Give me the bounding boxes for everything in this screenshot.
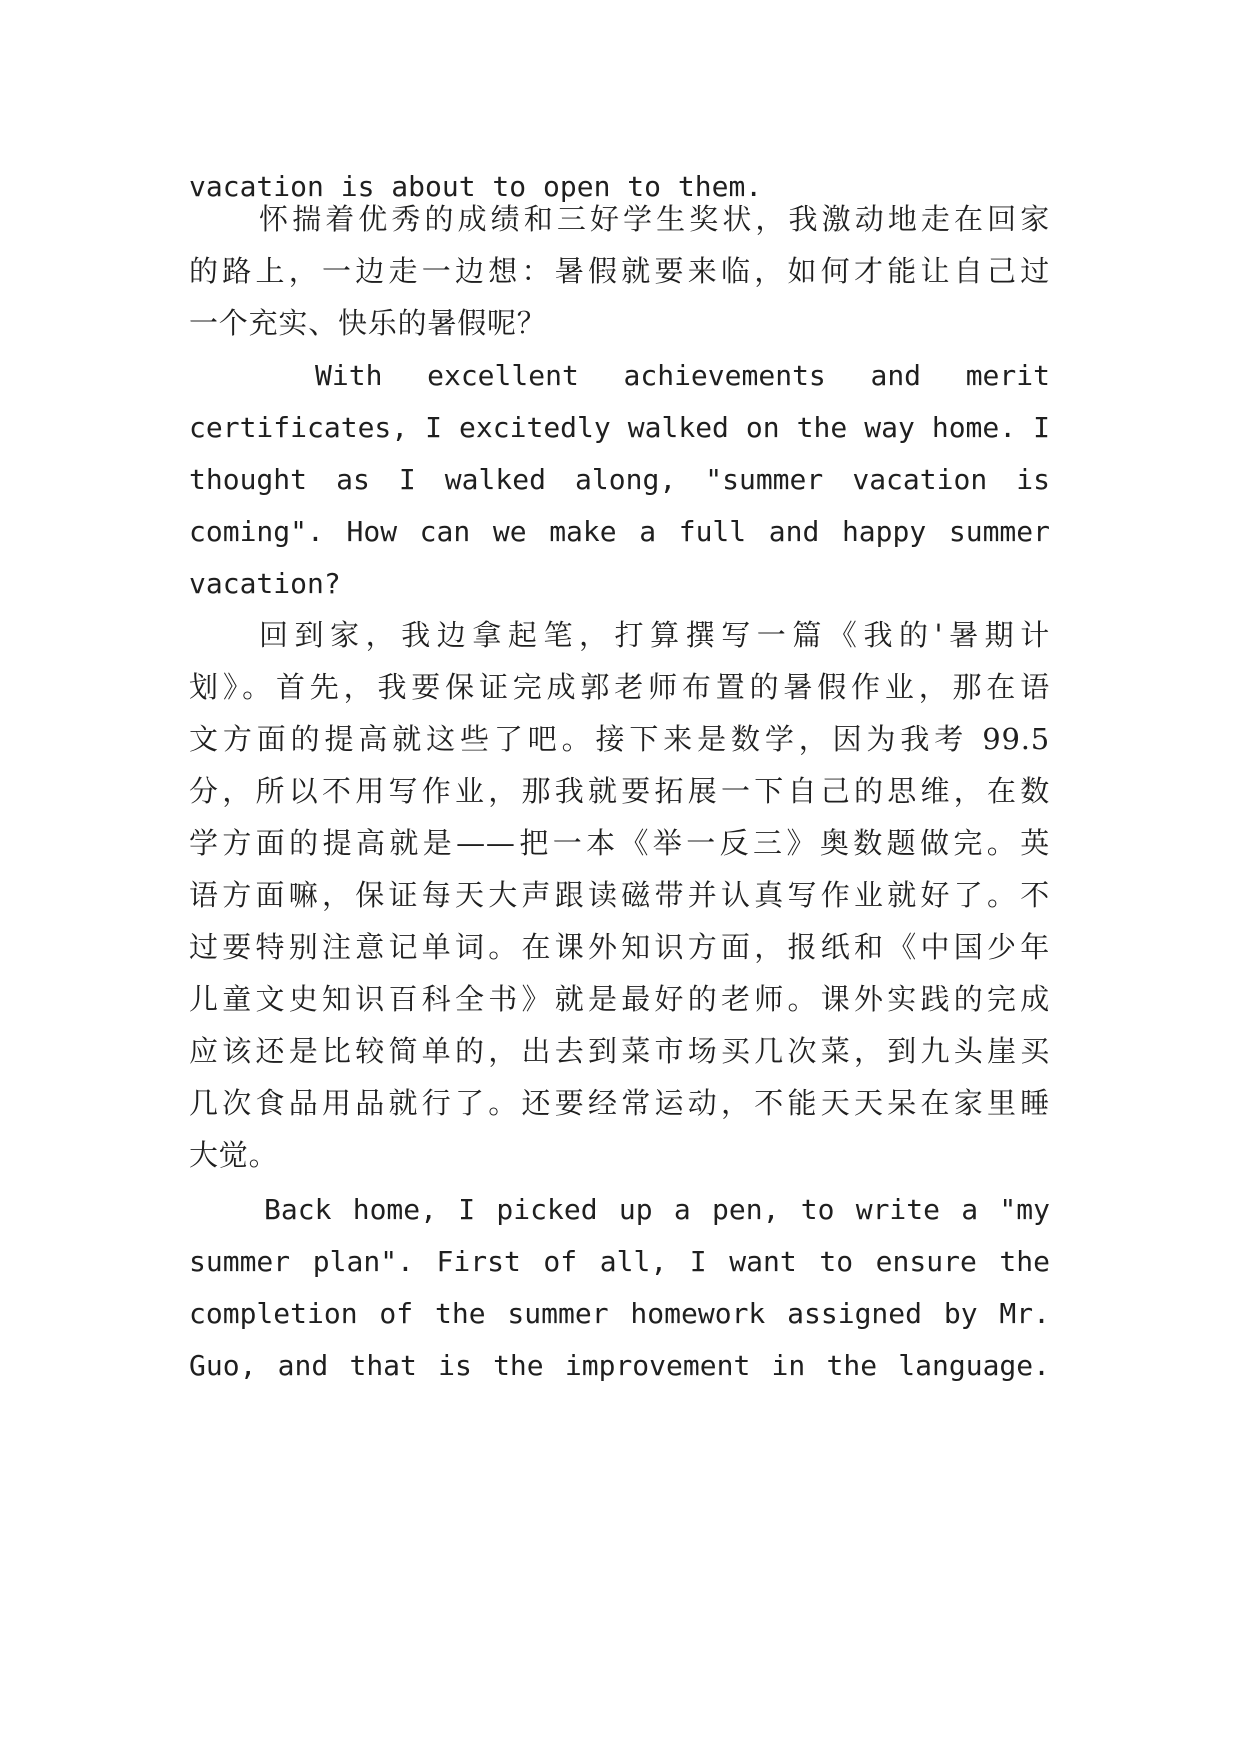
text-line: 过要特别注意记单词。在课外知识方面，报纸和《中国少年	[189, 930, 1050, 964]
text-line: With excellent achievements and merit	[315, 359, 1050, 392]
text-line: completion of the summer homework assigned by Mr.	[189, 1297, 1050, 1330]
text-line: summer plan". First of all, I want to ensure the	[189, 1245, 1050, 1278]
text-line: 划》。首先，我要保证完成郭老师布置的暑假作业，那在语	[189, 670, 1050, 704]
text-line: 怀揣着优秀的成绩和三好学生奖状，我激动地走在回家	[259, 202, 1050, 236]
text-line: 学方面的提高就是——把一本《举一反三》奥数题做完。英	[189, 826, 1050, 860]
text-line: 大觉。	[189, 1138, 279, 1172]
text-line: vacation?	[189, 567, 341, 600]
text-line: thought as I walked along, "summer vacation is	[189, 463, 1050, 496]
text-line: 文方面的提高就这些了吧。接下来是数学，因为我考 99.5	[189, 722, 1050, 756]
text-line: 分，所以不用写作业，那我就要拓展一下自己的思维，在数	[189, 774, 1050, 808]
text-line: vacation is about to open to them.	[189, 170, 763, 203]
text-line: certificates, I excitedly walked on the way home. I	[189, 411, 1050, 444]
text-line: 语方面嘛，保证每天大声跟读磁带并认真写作业就好了。不	[189, 878, 1050, 912]
text-line: 几次食品用品就行了。还要经常运动，不能天天呆在家里睡	[189, 1086, 1050, 1120]
text-line: 的路上，一边走一边想：暑假就要来临，如何才能让自己过	[189, 254, 1050, 288]
text-line: 一个充实、快乐的暑假呢？	[189, 306, 547, 340]
text-line: Back home, I picked up a pen, to write a "my	[264, 1193, 1050, 1226]
text-line: coming". How can we make a full and happy summer	[189, 515, 1050, 548]
text-line: 儿童文史知识百科全书》就是最好的老师。课外实践的完成	[189, 982, 1050, 1016]
text-line: 应该还是比较简单的，出去到菜市场买几次菜，到九头崖买	[189, 1034, 1050, 1068]
text-line: Guo, and that is the improvement in the language.	[189, 1349, 1050, 1382]
text-line: 回到家，我边拿起笔，打算撰写一篇《我的'暑期计	[259, 618, 1050, 652]
